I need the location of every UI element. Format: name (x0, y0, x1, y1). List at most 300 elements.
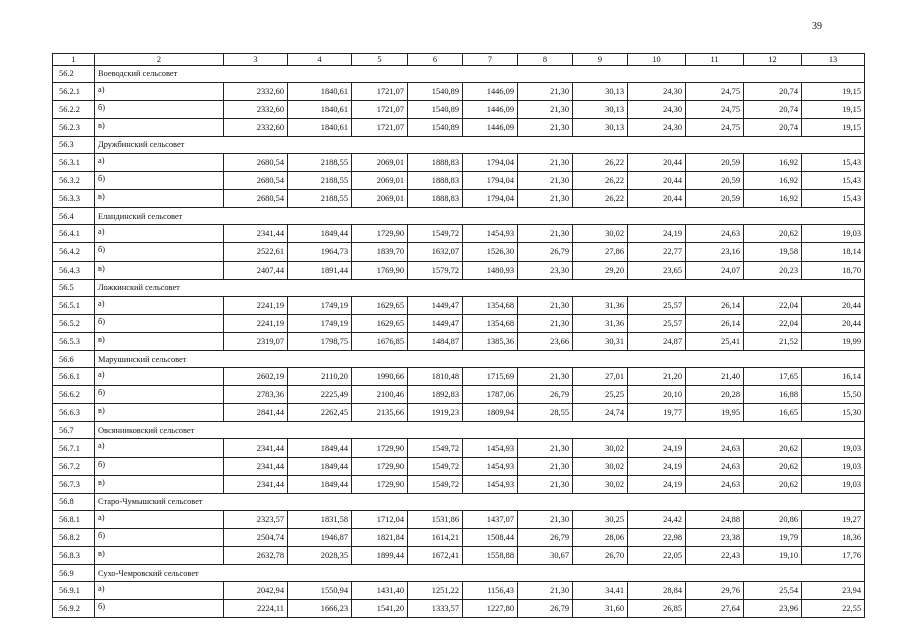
value-cell: 29,76 (686, 582, 744, 600)
section-code: 56.4 (53, 208, 95, 225)
value-cell: 1787,06 (463, 386, 518, 404)
value-cell: 24,75 (686, 82, 744, 100)
table-row (53, 547, 865, 565)
value-cell: 2841,44 (224, 404, 288, 422)
value-cell: 22,04 (744, 296, 802, 314)
value-cell: 2135,66 (352, 404, 408, 422)
value-cell: 22,05 (628, 547, 686, 565)
value-cell: 1672,41 (408, 547, 463, 565)
value-cell: 15,30 (802, 404, 865, 422)
column-number-cell: 4 (288, 54, 352, 66)
value-cell: 30,02 (573, 475, 628, 493)
value-cell: 1446,09 (463, 118, 518, 136)
value-cell: 24,42 (628, 510, 686, 528)
value-cell: 2332,60 (224, 100, 288, 118)
value-cell: 1579,72 (408, 261, 463, 279)
value-cell: 20,74 (744, 118, 802, 136)
value-cell: 2319,07 (224, 332, 288, 350)
value-cell: 2332,60 (224, 118, 288, 136)
value-cell: 17,76 (802, 547, 865, 565)
value-cell: 24,19 (628, 475, 686, 493)
table-row (53, 261, 865, 279)
table-row (53, 368, 865, 386)
value-cell: 19,15 (802, 118, 865, 136)
value-cell: 2680,54 (224, 190, 288, 208)
value-cell: 1526,30 (463, 243, 518, 261)
table-row (53, 100, 865, 118)
table-row (53, 153, 865, 171)
value-cell: 16,14 (802, 368, 865, 386)
value-cell: 20,74 (744, 100, 802, 118)
value-cell: 19,03 (802, 439, 865, 457)
column-number-cell: 11 (686, 54, 744, 66)
value-cell: 22,04 (744, 314, 802, 332)
value-cell: 21,30 (518, 314, 573, 332)
value-cell: 29,20 (573, 261, 628, 279)
value-cell: 25,54 (744, 582, 802, 600)
row-option: в) (95, 547, 224, 565)
row-code: 56.3.1 (53, 153, 95, 171)
section-row (53, 493, 865, 510)
value-cell: 21,30 (518, 439, 573, 457)
value-cell: 25,57 (628, 296, 686, 314)
value-cell: 21,30 (518, 582, 573, 600)
value-cell: 30,13 (573, 82, 628, 100)
value-cell: 20,44 (802, 296, 865, 314)
row-option: а) (95, 153, 224, 171)
value-cell: 1849,44 (288, 439, 352, 457)
value-cell: 19,15 (802, 100, 865, 118)
column-number-cell: 2 (95, 54, 224, 66)
value-cell: 23,94 (802, 582, 865, 600)
row-code: 56.5.1 (53, 296, 95, 314)
column-number-cell: 8 (518, 54, 573, 66)
row-option: б) (95, 386, 224, 404)
value-cell: 27,86 (573, 243, 628, 261)
value-cell: 19,79 (744, 528, 802, 546)
value-cell: 21,40 (686, 368, 744, 386)
table-row (53, 386, 865, 404)
value-cell: 19,95 (686, 404, 744, 422)
value-cell: 16,92 (744, 172, 802, 190)
row-option: в) (95, 404, 224, 422)
value-cell: 21,52 (744, 332, 802, 350)
value-cell: 24,07 (686, 261, 744, 279)
table-row (53, 243, 865, 261)
value-cell: 23,66 (518, 332, 573, 350)
value-cell: 1508,44 (463, 528, 518, 546)
value-cell: 19,77 (628, 404, 686, 422)
value-cell: 1839,70 (352, 243, 408, 261)
value-cell: 16,88 (744, 386, 802, 404)
value-cell: 1454,93 (463, 439, 518, 457)
value-cell: 20,44 (802, 314, 865, 332)
value-cell: 30,25 (573, 510, 628, 528)
row-option: а) (95, 582, 224, 600)
value-cell: 1794,04 (463, 190, 518, 208)
value-cell: 22,77 (628, 243, 686, 261)
value-cell: 26,79 (518, 528, 573, 546)
value-cell: 1809,94 (463, 404, 518, 422)
row-code: 56.2.3 (53, 118, 95, 136)
row-option: в) (95, 261, 224, 279)
value-cell: 30,31 (573, 332, 628, 350)
column-number-cell: 5 (352, 54, 408, 66)
value-cell: 2522,61 (224, 243, 288, 261)
value-cell: 2241,19 (224, 314, 288, 332)
value-cell: 24,19 (628, 439, 686, 457)
value-cell: 2069,01 (352, 153, 408, 171)
value-cell: 31,60 (573, 600, 628, 618)
value-cell: 1715,69 (463, 368, 518, 386)
value-cell: 1541,20 (352, 600, 408, 618)
value-cell: 1354,68 (463, 314, 518, 332)
row-code: 56.4.1 (53, 225, 95, 243)
value-cell: 19,27 (802, 510, 865, 528)
value-cell: 1531,86 (408, 510, 463, 528)
value-cell: 1629,65 (352, 314, 408, 332)
value-cell: 24,30 (628, 82, 686, 100)
value-cell: 2323,57 (224, 510, 288, 528)
value-cell: 2028,35 (288, 547, 352, 565)
value-cell: 1632,07 (408, 243, 463, 261)
table-row (53, 314, 865, 332)
row-option: а) (95, 439, 224, 457)
value-cell: 2783,36 (224, 386, 288, 404)
value-cell: 19,15 (802, 82, 865, 100)
value-cell: 24,30 (628, 118, 686, 136)
value-cell: 30,02 (573, 439, 628, 457)
section-row (53, 279, 865, 296)
value-cell: 24,63 (686, 475, 744, 493)
table-row (53, 510, 865, 528)
value-cell: 1354,68 (463, 296, 518, 314)
value-cell: 1831,58 (288, 510, 352, 528)
value-cell: 28,84 (628, 582, 686, 600)
value-cell: 1849,44 (288, 225, 352, 243)
value-cell: 1729,90 (352, 225, 408, 243)
value-cell: 1729,90 (352, 475, 408, 493)
row-code: 56.6.1 (53, 368, 95, 386)
section-name: Марушинский сельсовет (95, 351, 865, 368)
value-cell: 24,75 (686, 100, 744, 118)
value-cell: 31,36 (573, 296, 628, 314)
row-option: в) (95, 332, 224, 350)
value-cell: 24,88 (686, 510, 744, 528)
value-cell: 1721,07 (352, 118, 408, 136)
value-cell: 1156,43 (463, 582, 518, 600)
section-code: 56.9 (53, 565, 95, 582)
value-cell: 2069,01 (352, 172, 408, 190)
row-option: в) (95, 118, 224, 136)
value-cell: 1840,61 (288, 100, 352, 118)
value-cell: 19,03 (802, 475, 865, 493)
table-row (53, 600, 865, 618)
row-code: 56.7.2 (53, 457, 95, 475)
value-cell: 1721,07 (352, 82, 408, 100)
value-cell: 30,02 (573, 225, 628, 243)
column-number-cell: 1 (53, 54, 95, 66)
value-cell: 25,57 (628, 314, 686, 332)
value-cell: 2188,55 (288, 172, 352, 190)
value-cell: 17,65 (744, 368, 802, 386)
value-cell: 23,38 (686, 528, 744, 546)
value-cell: 30,13 (573, 100, 628, 118)
section-row (53, 136, 865, 153)
table-row (53, 457, 865, 475)
value-cell: 1454,93 (463, 457, 518, 475)
section-code: 56.8 (53, 493, 95, 510)
value-cell: 19,10 (744, 547, 802, 565)
value-cell: 20,44 (628, 153, 686, 171)
value-cell: 19,03 (802, 225, 865, 243)
value-cell: 26,22 (573, 190, 628, 208)
value-cell: 2680,54 (224, 153, 288, 171)
value-cell: 21,30 (518, 190, 573, 208)
section-row (53, 65, 865, 82)
value-cell: 22,43 (686, 547, 744, 565)
row-code: 56.3.2 (53, 172, 95, 190)
value-cell: 20,86 (744, 510, 802, 528)
value-cell: 1749,19 (288, 314, 352, 332)
section-row (53, 565, 865, 582)
value-cell: 1794,04 (463, 172, 518, 190)
row-option: б) (95, 457, 224, 475)
value-cell: 18,70 (802, 261, 865, 279)
value-cell: 1550,94 (288, 582, 352, 600)
value-cell: 2110,20 (288, 368, 352, 386)
value-cell: 1446,09 (463, 82, 518, 100)
table-row (53, 582, 865, 600)
section-name: Воеводский сельсовет (95, 65, 865, 82)
value-cell: 1721,07 (352, 100, 408, 118)
value-cell: 2341,44 (224, 225, 288, 243)
value-cell: 1798,75 (288, 332, 352, 350)
value-cell: 1666,23 (288, 600, 352, 618)
value-cell: 21,30 (518, 172, 573, 190)
value-cell: 1810,48 (408, 368, 463, 386)
column-number-cell: 7 (463, 54, 518, 66)
value-cell: 2602,19 (224, 368, 288, 386)
column-number-row (53, 54, 865, 66)
value-cell: 21,30 (518, 118, 573, 136)
value-cell: 2341,44 (224, 475, 288, 493)
row-code: 56.8.3 (53, 547, 95, 565)
value-cell: 1840,61 (288, 118, 352, 136)
value-cell: 1540,89 (408, 82, 463, 100)
row-code: 56.4.2 (53, 243, 95, 261)
value-cell: 1385,36 (463, 332, 518, 350)
column-number-cell: 9 (573, 54, 628, 66)
value-cell: 26,79 (518, 386, 573, 404)
value-cell: 21,30 (518, 100, 573, 118)
value-cell: 2407,44 (224, 261, 288, 279)
table-row (53, 225, 865, 243)
row-code: 56.8.1 (53, 510, 95, 528)
value-cell: 24,19 (628, 225, 686, 243)
value-cell: 26,70 (573, 547, 628, 565)
value-cell: 25,41 (686, 332, 744, 350)
table-row (53, 528, 865, 546)
row-code: 56.5.3 (53, 332, 95, 350)
value-cell: 1333,57 (408, 600, 463, 618)
value-cell: 18,36 (802, 528, 865, 546)
value-cell: 1549,72 (408, 225, 463, 243)
value-cell: 1540,89 (408, 118, 463, 136)
row-code: 56.3.3 (53, 190, 95, 208)
value-cell: 21,30 (518, 296, 573, 314)
value-cell: 2042,94 (224, 582, 288, 600)
value-cell: 28,06 (573, 528, 628, 546)
value-cell: 16,65 (744, 404, 802, 422)
value-cell: 21,30 (518, 457, 573, 475)
table-row (53, 296, 865, 314)
value-cell: 2680,54 (224, 172, 288, 190)
row-code: 56.9.1 (53, 582, 95, 600)
value-cell: 31,36 (573, 314, 628, 332)
value-cell: 1729,90 (352, 439, 408, 457)
row-option: в) (95, 475, 224, 493)
value-cell: 1891,44 (288, 261, 352, 279)
table-row (53, 404, 865, 422)
value-cell: 1549,72 (408, 475, 463, 493)
value-cell: 26,22 (573, 153, 628, 171)
value-cell: 28,55 (518, 404, 573, 422)
table-row (53, 172, 865, 190)
row-option: б) (95, 172, 224, 190)
value-cell: 1449,47 (408, 314, 463, 332)
value-cell: 23,65 (628, 261, 686, 279)
value-cell: 1946,87 (288, 528, 352, 546)
row-code: 56.2.2 (53, 100, 95, 118)
value-cell: 20,28 (686, 386, 744, 404)
section-code: 56.3 (53, 136, 95, 153)
value-cell: 2100,46 (352, 386, 408, 404)
value-cell: 2188,55 (288, 190, 352, 208)
value-cell: 20,62 (744, 225, 802, 243)
value-cell: 21,30 (518, 368, 573, 386)
value-cell: 30,02 (573, 457, 628, 475)
value-cell: 1614,21 (408, 528, 463, 546)
tariff-table (52, 53, 865, 618)
value-cell: 24,75 (686, 118, 744, 136)
value-cell: 19,99 (802, 332, 865, 350)
value-cell: 2224,11 (224, 600, 288, 618)
value-cell: 1549,72 (408, 439, 463, 457)
value-cell: 27,01 (573, 368, 628, 386)
value-cell: 2341,44 (224, 457, 288, 475)
value-cell: 1629,65 (352, 296, 408, 314)
value-cell: 1227,80 (463, 600, 518, 618)
row-option: б) (95, 243, 224, 261)
section-name: Ложкинский сельсовет (95, 279, 865, 296)
value-cell: 15,50 (802, 386, 865, 404)
value-cell: 20,59 (686, 153, 744, 171)
value-cell: 1964,73 (288, 243, 352, 261)
value-cell: 22,55 (802, 600, 865, 618)
value-cell: 15,43 (802, 172, 865, 190)
value-cell: 20,62 (744, 475, 802, 493)
value-cell: 34,41 (573, 582, 628, 600)
table-row (53, 82, 865, 100)
value-cell: 23,30 (518, 261, 573, 279)
value-cell: 20,74 (744, 82, 802, 100)
row-option: б) (95, 100, 224, 118)
table-row (53, 118, 865, 136)
table-row (53, 475, 865, 493)
value-cell: 26,85 (628, 600, 686, 618)
row-code: 56.7.1 (53, 439, 95, 457)
value-cell: 1431,40 (352, 582, 408, 600)
value-cell: 16,92 (744, 190, 802, 208)
value-cell: 1821,84 (352, 528, 408, 546)
value-cell: 22,98 (628, 528, 686, 546)
row-code: 56.6.2 (53, 386, 95, 404)
row-code: 56.4.3 (53, 261, 95, 279)
value-cell: 20,44 (628, 172, 686, 190)
value-cell: 21,30 (518, 153, 573, 171)
value-cell: 1454,93 (463, 225, 518, 243)
value-cell: 1888,83 (408, 172, 463, 190)
value-cell: 26,14 (686, 296, 744, 314)
section-row (53, 208, 865, 225)
value-cell: 2504,74 (224, 528, 288, 546)
section-code: 56.7 (53, 422, 95, 439)
row-option: в) (95, 190, 224, 208)
value-cell: 30,13 (573, 118, 628, 136)
value-cell: 24,74 (573, 404, 628, 422)
value-cell: 21,30 (518, 475, 573, 493)
section-code: 56.2 (53, 65, 95, 82)
value-cell: 1990,66 (352, 368, 408, 386)
section-name: Дружбинский сельсовет (95, 136, 865, 153)
value-cell: 1712,04 (352, 510, 408, 528)
row-option: а) (95, 368, 224, 386)
row-option: б) (95, 528, 224, 546)
value-cell: 27,64 (686, 600, 744, 618)
column-number-cell: 13 (802, 54, 865, 66)
value-cell: 20,62 (744, 439, 802, 457)
row-option: а) (95, 82, 224, 100)
value-cell: 21,30 (518, 225, 573, 243)
value-cell: 1558,88 (463, 547, 518, 565)
value-cell: 1919,23 (408, 404, 463, 422)
value-cell: 1449,47 (408, 296, 463, 314)
row-option: а) (95, 225, 224, 243)
value-cell: 1480,93 (463, 261, 518, 279)
section-name: Сухо-Чемровский сельсовет (95, 565, 865, 582)
value-cell: 23,96 (744, 600, 802, 618)
value-cell: 21,20 (628, 368, 686, 386)
value-cell: 24,30 (628, 100, 686, 118)
value-cell: 21,30 (518, 510, 573, 528)
column-number-cell: 3 (224, 54, 288, 66)
value-cell: 16,92 (744, 153, 802, 171)
value-cell: 20,59 (686, 190, 744, 208)
value-cell: 1888,83 (408, 190, 463, 208)
row-option: а) (95, 296, 224, 314)
row-option: б) (95, 600, 224, 618)
page-number: 39 (812, 21, 822, 32)
value-cell: 1888,83 (408, 153, 463, 171)
row-code: 56.2.1 (53, 82, 95, 100)
row-code: 56.9.2 (53, 600, 95, 618)
section-row (53, 422, 865, 439)
value-cell: 1849,44 (288, 457, 352, 475)
value-cell: 1454,93 (463, 475, 518, 493)
value-cell: 24,63 (686, 439, 744, 457)
value-cell: 1540,89 (408, 100, 463, 118)
